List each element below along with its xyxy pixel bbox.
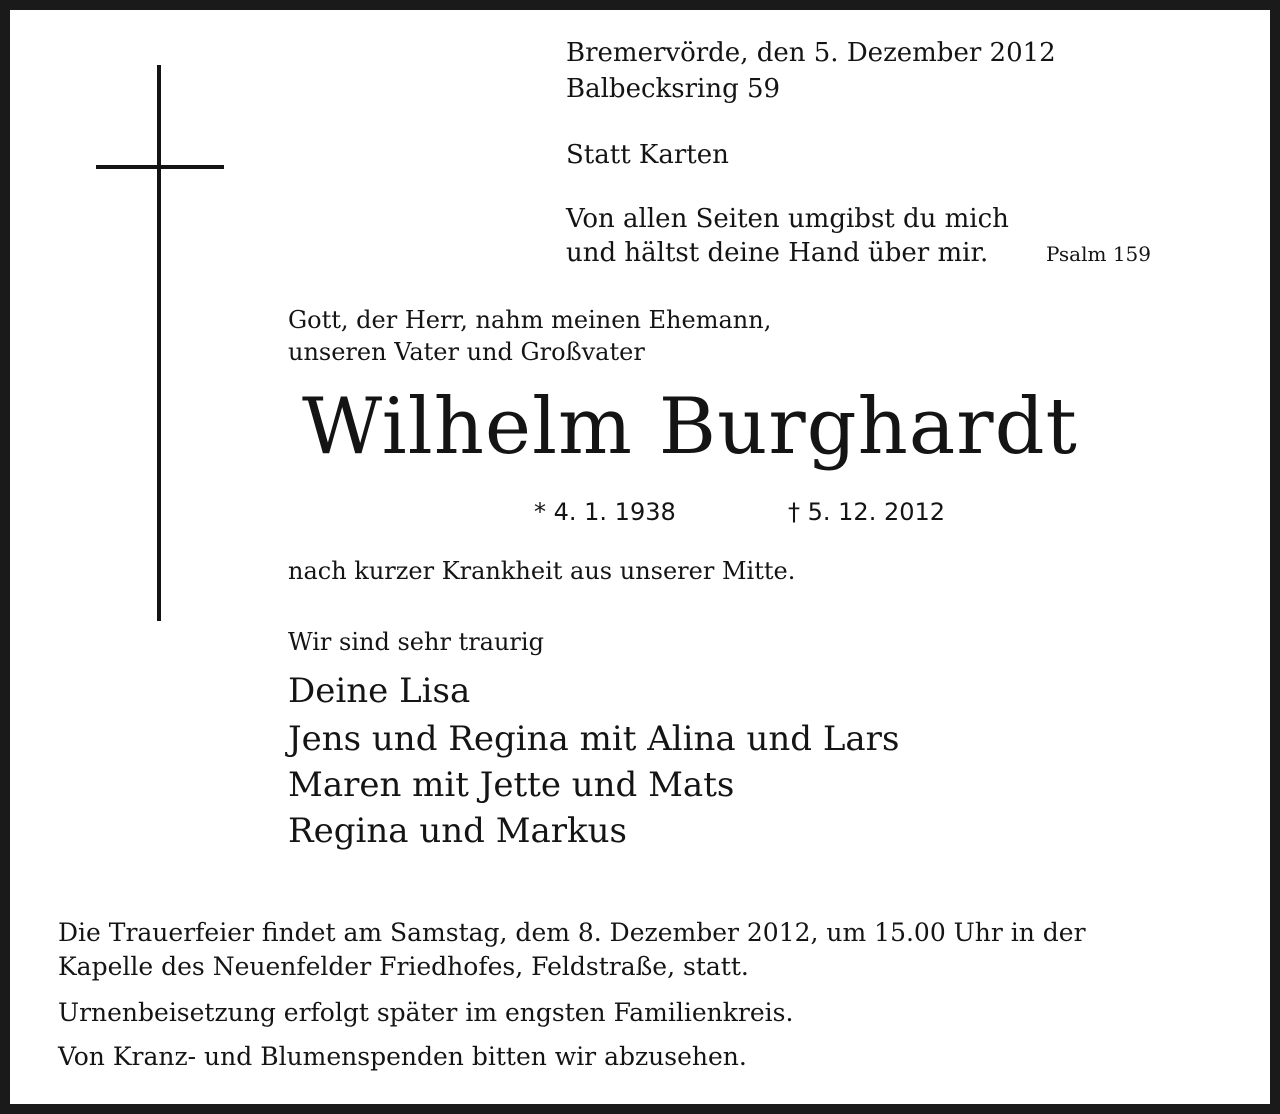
family-member: Regina und Markus [288, 811, 627, 851]
ceremony-line-2: Kapelle des Neuenfelder Friedhofes, Feldstraße, statt. [58, 952, 749, 981]
ceremony-line-1: Die Trauerfeier findet am Samstag, dem 8. Dezember 2012, um 15.00 Uhr in der [58, 918, 1086, 947]
donations-note: Von Kranz- und Blumenspenden bitten wir abzusehen. [58, 1042, 747, 1071]
verse-line-2: und hältst deine Hand über mir. [566, 238, 989, 268]
mourning-text: Wir sind sehr traurig [288, 628, 544, 656]
verse-reference: Psalm 159 [1046, 242, 1151, 266]
family-member: Deine Lisa [288, 671, 471, 711]
address: Balbecksring 59 [566, 74, 781, 104]
deceased-name: Wilhelm Burghardt [302, 382, 1078, 472]
burial-note: Urnenbeisetzung erfolgt später im engsten Familienkreis. [58, 998, 794, 1027]
family-member: Jens und Regina mit Alina und Lars [288, 719, 900, 759]
statt-karten: Statt Karten [566, 140, 729, 170]
family-member: Maren mit Jette und Mats [288, 765, 735, 805]
intro-line-2: unseren Vater und Großvater [288, 338, 645, 366]
cross-icon-vertical [157, 65, 161, 621]
place-date: Bremervörde, den 5. Dezember 2012 [566, 38, 1056, 68]
cross-icon-horizontal [96, 165, 224, 169]
birth-date: * 4. 1. 1938 [534, 498, 676, 526]
death-date: † 5. 12. 2012 [788, 498, 946, 526]
verse-line-1: Von allen Seiten umgibst du mich [566, 204, 1009, 234]
passing-text: nach kurzer Krankheit aus unserer Mitte. [288, 557, 796, 585]
intro-line-1: Gott, der Herr, nahm meinen Ehemann, [288, 306, 772, 334]
